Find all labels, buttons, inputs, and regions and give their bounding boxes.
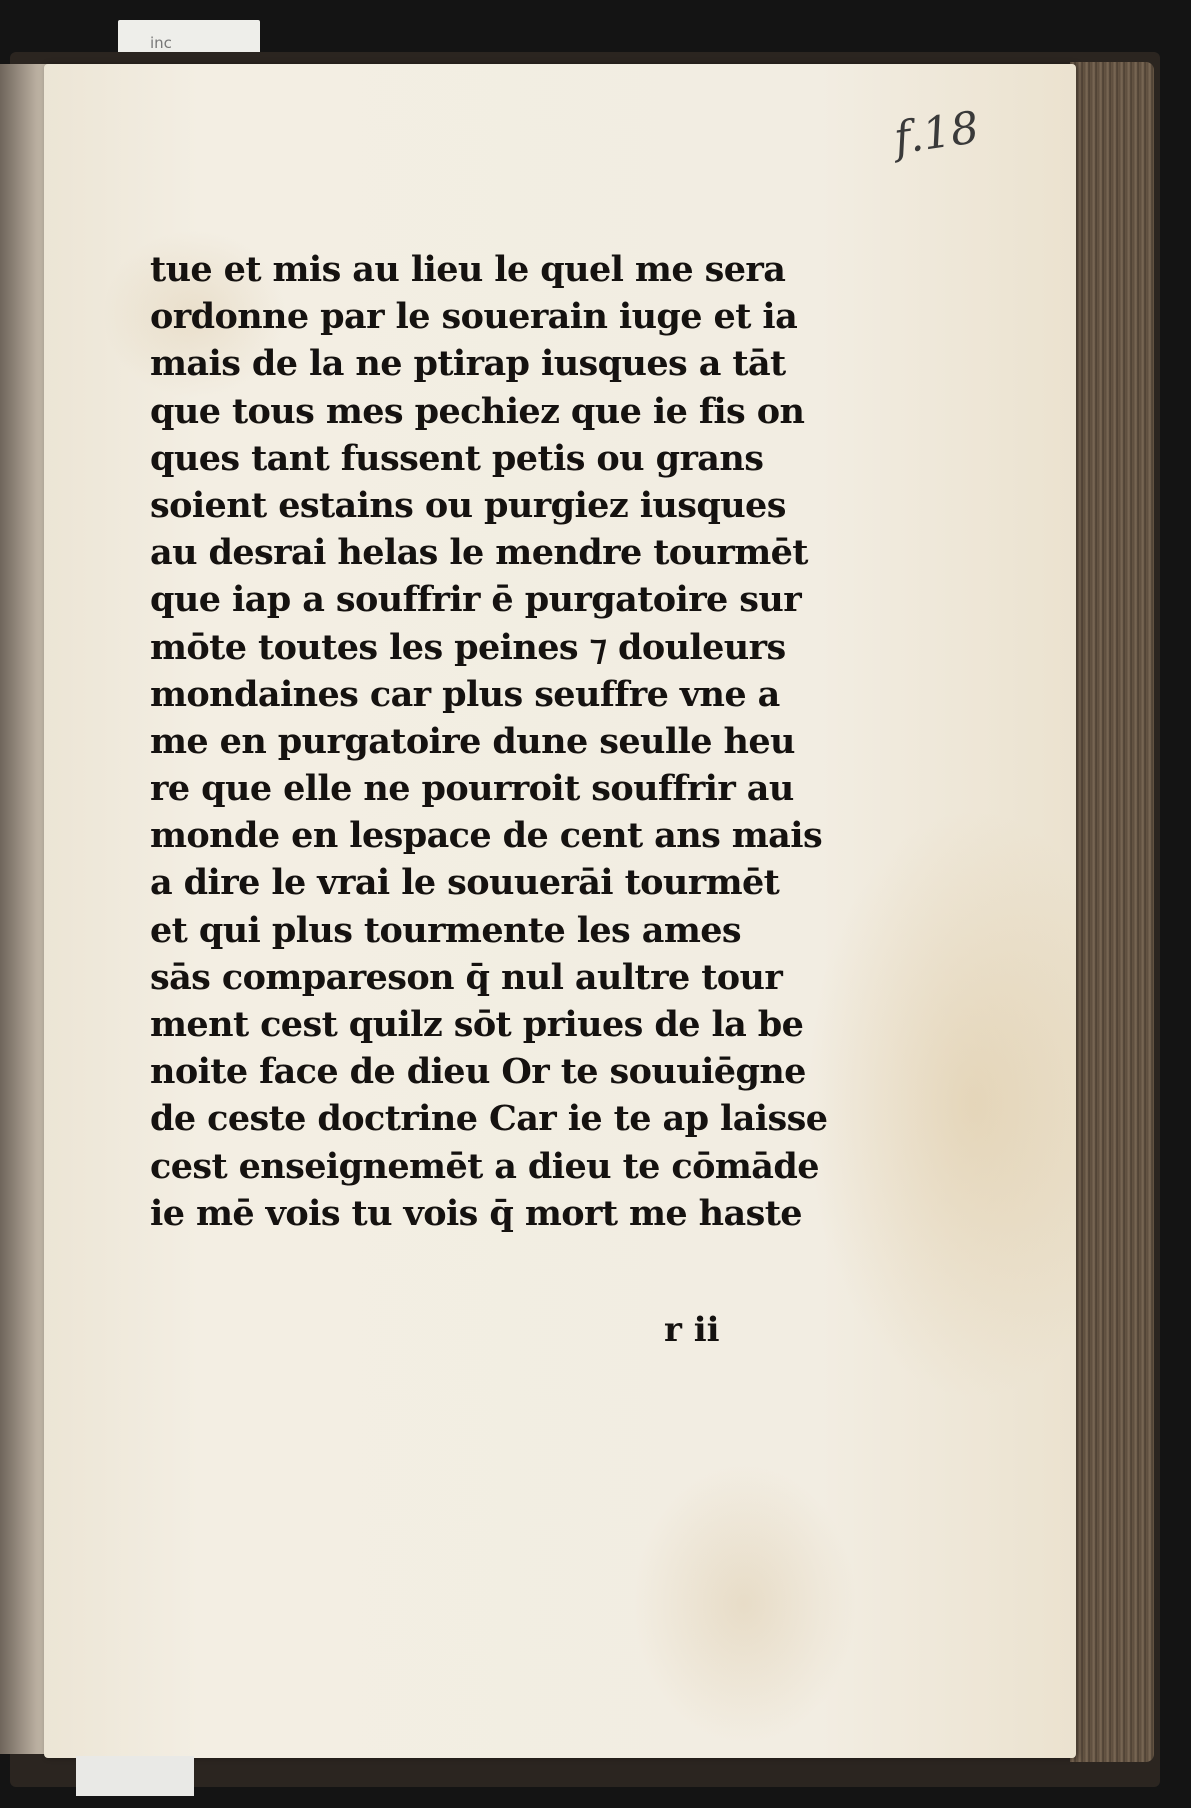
text-line: que tous mes pechiez que ie fis on — [150, 390, 805, 432]
text-line: au desrai helas le mendre tourmēt — [150, 532, 808, 574]
text-line: soient estains ou purgiez iusques — [150, 484, 786, 526]
manuscript-page — [44, 64, 1076, 1758]
text-line: a dire le vrai le souuerāi tourmēt — [150, 862, 780, 904]
text-line: ment cest quilz sōt priues de la be — [150, 1004, 804, 1045]
text-line: mōte toutes les peines ⁊ douleurs — [150, 626, 786, 668]
text-line: sās compareson q̄ nul aultre tour — [150, 956, 783, 998]
text-line: ie mē vois tu vois q̄ mort me haste — [150, 1192, 802, 1234]
show-through-ink — [144, 1320, 664, 1400]
text-line: tue et mis au lieu le quel me sera — [150, 249, 786, 290]
page-fore-edge — [1070, 62, 1154, 1762]
text-line: cest enseignemēt a dieu te cōmāde — [150, 1145, 819, 1187]
text-line: que iap a souffrir ē purgatoire sur — [150, 579, 802, 621]
text-line: noite face de dieu Or te souuiēgne — [150, 1051, 806, 1093]
bottom-slip — [76, 1756, 194, 1796]
slip-label: inc — [150, 34, 172, 52]
text-block — [150, 246, 830, 1237]
text-line: me en purgatoire dune seulle heu — [150, 720, 795, 762]
text-line: ques tant fussent petis ou grans — [150, 437, 764, 479]
text-line: et qui plus tourmente les ames — [150, 909, 742, 951]
text-line: mais de la ne ptirap iusques a tāt — [150, 343, 786, 385]
signature-mark: r ii — [664, 1310, 720, 1350]
folio-annotation: f.18 — [890, 102, 982, 165]
text-line: re que elle ne pourroit souffrir au — [150, 768, 794, 810]
text-line: mondaines car plus seuffre vne a — [150, 673, 780, 715]
text-line: ordonne par le souerain iuge et ia — [150, 296, 798, 338]
text-line: monde en lespace de cent ans mais — [150, 815, 823, 857]
text-line: de ceste doctrine Car ie te ap laisse — [150, 1098, 828, 1140]
